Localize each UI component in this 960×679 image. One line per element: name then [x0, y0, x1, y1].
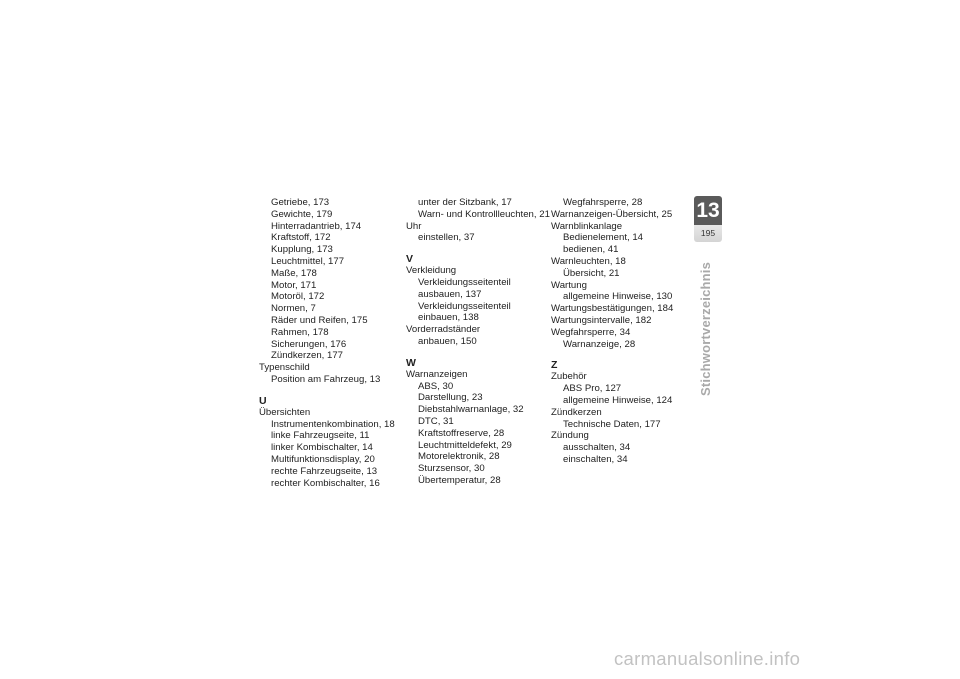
index-letter: V [406, 253, 414, 266]
index-entry: Vorderradständer [406, 324, 481, 336]
index-entry: Warnleuchten, 18 [551, 255, 626, 267]
index-subentry: linke Fahrzeugseite, 11 [271, 430, 370, 442]
index-subentry: Verkleidungsseitenteil [418, 300, 511, 312]
index-entry: Wartungsintervalle, 182 [551, 314, 652, 326]
index-subentry: ausschalten, 34 [563, 442, 631, 454]
index-subentry: Kupplung, 173 [271, 244, 333, 256]
watermark: carmanualsonline.info [614, 648, 801, 669]
index-subentry: einbauen, 138 [418, 312, 479, 324]
section-side-label: Stichwortverzeichnis [698, 261, 713, 396]
index-subentry: Übertemperatur, 28 [418, 474, 501, 486]
index-subentry: Leuchtmitteldefekt, 29 [418, 439, 512, 451]
index-subentry: Leuchtmittel, 177 [271, 255, 345, 267]
index-subentry: Motor, 171 [271, 279, 317, 291]
index-subentry: Wegfahrsperre, 28 [563, 197, 643, 208]
index-entry: Wegfahrsperre, 34 [551, 326, 631, 338]
index-subentry: Getriebe, 173 [271, 197, 330, 208]
index-subentry: anbauen, 150 [418, 335, 477, 347]
index-subentry: ABS, 30 [418, 380, 454, 392]
index-subentry: Motorelektronik, 28 [418, 451, 500, 463]
index-subentry: Räder und Reifen, 175 [271, 314, 368, 326]
index-subentry: Warnanzeige, 28 [563, 338, 636, 350]
index-entry: Wartung [551, 279, 587, 291]
index-column-3 [551, 197, 691, 466]
index-subentry: rechter Kombischalter, 16 [271, 477, 380, 489]
index-subentry: Zündkerzen, 177 [271, 350, 343, 362]
index-subentry: Verkleidungsseitenteil [418, 276, 511, 288]
index-column-2 [406, 197, 550, 487]
index-subentry: Rahmen, 178 [271, 326, 329, 338]
index-letter: Z [551, 359, 558, 372]
index-subentry: Normen, 7 [271, 303, 316, 315]
index-subentry: allgemeine Hinweise, 130 [563, 291, 673, 303]
index-entry: Zündkerzen [551, 406, 602, 418]
index-subentry: Sturzsensor, 30 [418, 463, 485, 475]
chapter-number: 13 [694, 196, 722, 225]
index-subentry: Diebstahlwarnanlage, 32 [418, 404, 524, 416]
index-subentry: allgemeine Hinweise, 124 [563, 394, 673, 406]
index-entry: Warnblinkanlage [551, 220, 623, 232]
index-subentry: Technische Daten, 177 [563, 418, 661, 430]
index-subentry: Sicherungen, 176 [271, 338, 347, 350]
index-subentry: Bedienelement, 14 [563, 232, 644, 244]
index-entry: Übersichten [259, 406, 311, 418]
index-entry: Zubehör [551, 371, 587, 383]
index-entry: Warnanzeigen [406, 368, 468, 380]
index-subentry: bedienen, 41 [563, 244, 619, 256]
index-entry: Warnanzeigen-Übersicht, 25 [551, 208, 673, 220]
index-subentry: Multifunktionsdisplay, 20 [271, 453, 375, 465]
index-letter: U [259, 394, 267, 407]
index-entry: Uhr [406, 220, 422, 232]
chapter-tab [694, 196, 722, 242]
index-subentry: Hinterradantrieb, 174 [271, 220, 362, 232]
index-subentry: Übersicht, 21 [563, 267, 620, 279]
index-column-1 [259, 197, 399, 489]
index-subentry: Instrumentenkombination, 18 [271, 418, 395, 430]
index-subentry: rechte Fahrzeugseite, 13 [271, 465, 378, 477]
index-subentry: einschalten, 34 [563, 453, 628, 465]
index-entry: Verkleidung [406, 265, 457, 277]
index-subentry: Maße, 178 [271, 267, 317, 279]
index-subentry: unter der Sitzbank, 17 [418, 197, 512, 208]
index-subentry: einstellen, 37 [418, 232, 475, 244]
index-letter: W [406, 356, 416, 369]
index-subentry: Darstellung, 23 [418, 392, 483, 404]
index-subentry: Warn- und Kontrollleuchten, 21 [418, 208, 550, 220]
index-entry: Wartungsbestätigungen, 184 [551, 303, 674, 315]
index-subentry: Motoröl, 172 [271, 291, 325, 303]
index-subentry: ausbauen, 137 [418, 288, 482, 300]
index-subentry: DTC, 31 [418, 415, 454, 427]
page-number: 195 [694, 225, 722, 242]
index-entry: Typenschild [259, 362, 310, 374]
index-subentry: Kraftstoff, 172 [271, 232, 331, 244]
index-subentry: linker Kombischalter, 14 [271, 442, 373, 454]
index-subentry: Gewichte, 179 [271, 208, 333, 220]
index-subentry: Kraftstoffreserve, 28 [418, 427, 505, 439]
index-subentry: ABS Pro, 127 [563, 383, 622, 395]
index-subentry: Position am Fahrzeug, 13 [271, 373, 381, 385]
index-entry: Zündung [551, 430, 589, 442]
